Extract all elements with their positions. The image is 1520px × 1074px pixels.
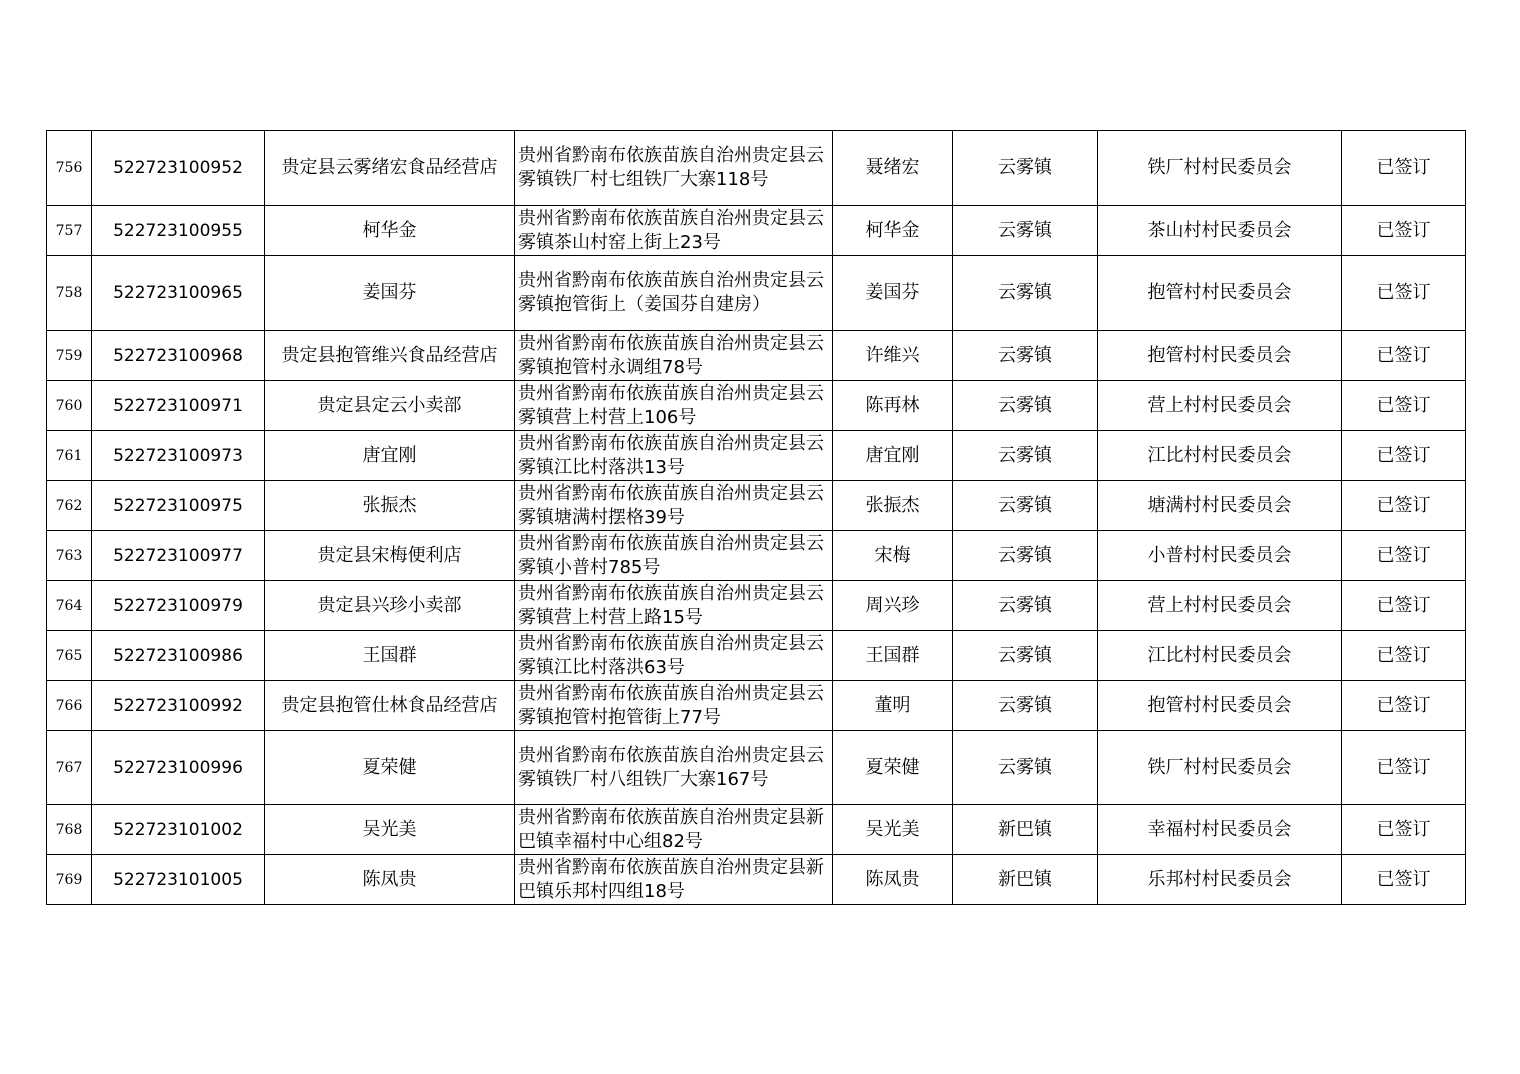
row-number: 758 [47, 256, 92, 331]
town-name: 云雾镇 [953, 731, 1098, 805]
registration-code: 522723100992 [92, 681, 265, 731]
town-name: 云雾镇 [953, 681, 1098, 731]
business-name: 唐宜刚 [265, 431, 515, 481]
responsible-person: 唐宜刚 [833, 431, 953, 481]
village-committee: 塘满村村民委员会 [1098, 481, 1342, 531]
table-row [47, 855, 1466, 905]
responsible-person: 陈再林 [833, 381, 953, 431]
signing-status: 已签订 [1342, 331, 1466, 381]
signing-status: 已签订 [1342, 631, 1466, 681]
town-name: 云雾镇 [953, 581, 1098, 631]
business-address: 贵州省黔南布依族苗族自治州贵定县云雾镇营上村营上106号 [515, 381, 833, 431]
registration-code: 522723100996 [92, 731, 265, 805]
table-row [47, 631, 1466, 681]
table-row [47, 381, 1466, 431]
table-row [47, 331, 1466, 381]
business-address: 贵州省黔南布依族苗族自治州贵定县云雾镇江比村落洪63号 [515, 631, 833, 681]
responsible-person: 周兴珍 [833, 581, 953, 631]
business-name: 贵定县云雾绪宏食品经营店 [265, 131, 515, 206]
responsible-person: 王国群 [833, 631, 953, 681]
town-name: 云雾镇 [953, 631, 1098, 681]
village-committee: 幸福村村民委员会 [1098, 805, 1342, 855]
signing-status: 已签订 [1342, 855, 1466, 905]
registration-code: 522723100971 [92, 381, 265, 431]
registry-table [46, 130, 1466, 905]
signing-status: 已签订 [1342, 431, 1466, 481]
town-name: 云雾镇 [953, 206, 1098, 256]
registration-code: 522723101005 [92, 855, 265, 905]
village-committee: 江比村村民委员会 [1098, 431, 1342, 481]
business-address: 贵州省黔南布依族苗族自治州贵定县新巴镇幸福村中心组82号 [515, 805, 833, 855]
signing-status: 已签订 [1342, 256, 1466, 331]
town-name: 新巴镇 [953, 855, 1098, 905]
responsible-person: 陈凤贵 [833, 855, 953, 905]
business-address: 贵州省黔南布依族苗族自治州贵定县新巴镇乐邦村四组18号 [515, 855, 833, 905]
signing-status: 已签订 [1342, 805, 1466, 855]
business-name: 贵定县抱管维兴食品经营店 [265, 331, 515, 381]
business-address: 贵州省黔南布依族苗族自治州贵定县云雾镇茶山村窑上街上23号 [515, 206, 833, 256]
village-committee: 江比村村民委员会 [1098, 631, 1342, 681]
responsible-person: 聂绪宏 [833, 131, 953, 206]
signing-status: 已签订 [1342, 481, 1466, 531]
responsible-person: 夏荣健 [833, 731, 953, 805]
row-number: 766 [47, 681, 92, 731]
village-committee: 小普村村民委员会 [1098, 531, 1342, 581]
business-name: 张振杰 [265, 481, 515, 531]
business-address: 贵州省黔南布依族苗族自治州贵定县云雾镇营上村营上路15号 [515, 581, 833, 631]
responsible-person: 姜国芬 [833, 256, 953, 331]
business-name: 夏荣健 [265, 731, 515, 805]
town-name: 云雾镇 [953, 531, 1098, 581]
town-name: 新巴镇 [953, 805, 1098, 855]
row-number: 756 [47, 131, 92, 206]
business-name: 姜国芬 [265, 256, 515, 331]
registration-code: 522723100986 [92, 631, 265, 681]
business-name: 吴光美 [265, 805, 515, 855]
village-committee: 营上村村民委员会 [1098, 581, 1342, 631]
business-name: 贵定县兴珍小卖部 [265, 581, 515, 631]
village-committee: 抱管村村民委员会 [1098, 256, 1342, 331]
row-number: 760 [47, 381, 92, 431]
table-row [47, 731, 1466, 805]
town-name: 云雾镇 [953, 131, 1098, 206]
registration-code: 522723100952 [92, 131, 265, 206]
business-name: 陈凤贵 [265, 855, 515, 905]
village-committee: 铁厂村村民委员会 [1098, 731, 1342, 805]
registration-code: 522723100955 [92, 206, 265, 256]
row-number: 765 [47, 631, 92, 681]
business-address: 贵州省黔南布依族苗族自治州贵定县云雾镇铁厂村八组铁厂大寨167号 [515, 731, 833, 805]
business-address: 贵州省黔南布依族苗族自治州贵定县云雾镇江比村落洪13号 [515, 431, 833, 481]
business-address: 贵州省黔南布依族苗族自治州贵定县云雾镇塘满村摆格39号 [515, 481, 833, 531]
row-number: 757 [47, 206, 92, 256]
town-name: 云雾镇 [953, 481, 1098, 531]
village-committee: 抱管村村民委员会 [1098, 331, 1342, 381]
village-committee: 营上村村民委员会 [1098, 381, 1342, 431]
signing-status: 已签订 [1342, 581, 1466, 631]
signing-status: 已签订 [1342, 681, 1466, 731]
registration-code: 522723100975 [92, 481, 265, 531]
row-number: 761 [47, 431, 92, 481]
responsible-person: 宋梅 [833, 531, 953, 581]
signing-status: 已签订 [1342, 131, 1466, 206]
table-body [47, 131, 1466, 905]
responsible-person: 许维兴 [833, 331, 953, 381]
village-committee: 乐邦村村民委员会 [1098, 855, 1342, 905]
business-address: 贵州省黔南布依族苗族自治州贵定县云雾镇抱管街上（姜国芬自建房） [515, 256, 833, 331]
row-number: 762 [47, 481, 92, 531]
signing-status: 已签订 [1342, 206, 1466, 256]
table-row [47, 206, 1466, 256]
business-address: 贵州省黔南布依族苗族自治州贵定县云雾镇抱管村抱管街上77号 [515, 681, 833, 731]
table-row [47, 681, 1466, 731]
row-number: 759 [47, 331, 92, 381]
town-name: 云雾镇 [953, 381, 1098, 431]
table-row [47, 256, 1466, 331]
business-name: 贵定县抱管仕林食品经营店 [265, 681, 515, 731]
registration-code: 522723101002 [92, 805, 265, 855]
row-number: 763 [47, 531, 92, 581]
row-number: 768 [47, 805, 92, 855]
registration-code: 522723100979 [92, 581, 265, 631]
business-address: 贵州省黔南布依族苗族自治州贵定县云雾镇小普村785号 [515, 531, 833, 581]
table-row [47, 431, 1466, 481]
table-row [47, 531, 1466, 581]
business-address: 贵州省黔南布依族苗族自治州贵定县云雾镇铁厂村七组铁厂大寨118号 [515, 131, 833, 206]
signing-status: 已签订 [1342, 731, 1466, 805]
village-committee: 铁厂村村民委员会 [1098, 131, 1342, 206]
table-row [47, 581, 1466, 631]
village-committee: 茶山村村民委员会 [1098, 206, 1342, 256]
signing-status: 已签订 [1342, 531, 1466, 581]
town-name: 云雾镇 [953, 331, 1098, 381]
row-number: 769 [47, 855, 92, 905]
business-name: 柯华金 [265, 206, 515, 256]
town-name: 云雾镇 [953, 256, 1098, 331]
registration-code: 522723100973 [92, 431, 265, 481]
row-number: 767 [47, 731, 92, 805]
responsible-person: 张振杰 [833, 481, 953, 531]
signing-status: 已签订 [1342, 381, 1466, 431]
registration-code: 522723100965 [92, 256, 265, 331]
business-name: 王国群 [265, 631, 515, 681]
registration-code: 522723100977 [92, 531, 265, 581]
row-number: 764 [47, 581, 92, 631]
responsible-person: 吴光美 [833, 805, 953, 855]
business-address: 贵州省黔南布依族苗族自治州贵定县云雾镇抱管村永调组78号 [515, 331, 833, 381]
table-row [47, 805, 1466, 855]
business-name: 贵定县宋梅便利店 [265, 531, 515, 581]
responsible-person: 柯华金 [833, 206, 953, 256]
village-committee: 抱管村村民委员会 [1098, 681, 1342, 731]
table-row [47, 131, 1466, 206]
responsible-person: 董明 [833, 681, 953, 731]
business-name: 贵定县定云小卖部 [265, 381, 515, 431]
table-row [47, 481, 1466, 531]
registration-code: 522723100968 [92, 331, 265, 381]
town-name: 云雾镇 [953, 431, 1098, 481]
